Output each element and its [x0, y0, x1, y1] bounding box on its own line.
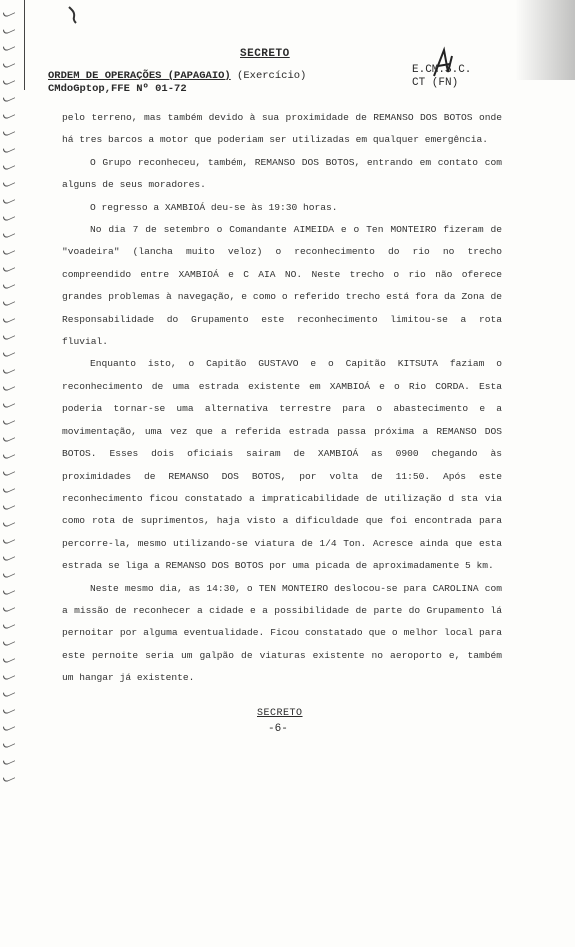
- body-text: [62, 107, 502, 690]
- binding-hole: [3, 585, 15, 597]
- paragraph: Neste mesmo dia, as 14:30, o TEN MONTEIRO deslocou-se para CAROLINA com a missão de reconhecer a cidade e a possibilidade de parte do Grupamento lá pernoitar por alguma eventualidade. Ficou constatado que o melhor local para este pernoite seria um galpão de viaturas existente no aeroporto e, também um hangar já existente.: [62, 582, 502, 684]
- binding-hole: [3, 738, 15, 750]
- binding-hole: [3, 194, 15, 206]
- page-number: -6-: [268, 723, 288, 735]
- binding-hole: [3, 432, 15, 444]
- binding-hole: [3, 177, 15, 189]
- binding-hole: [3, 415, 15, 427]
- binding-hole: [3, 602, 15, 614]
- paragraph: No dia 7 de setembro o Comandante AIMEIDA e o Ten MONTEIRO fizeram de "voadeira" (lancha muito veloz) o reconhecimento do rio no trecho compreendido entre XAMBIOÁ e C AIA NO. Neste trecho o rio não oferece grandes problemas à navegação, e como o referido trecho está fora da Zona de Responsabilidade do Grupamento este reconhecimento limitou-se a rota fluvial.: [62, 224, 502, 348]
- binding-hole: [3, 500, 15, 512]
- binding-hole: [3, 58, 15, 70]
- binding-hole: [3, 24, 15, 36]
- binding-hole: [3, 619, 15, 631]
- binding-hole: [3, 381, 15, 393]
- classification-top: SECRETO: [240, 48, 290, 60]
- paragraph: O regresso a XAMBIOÁ deu-se às 19:30 horas.: [90, 201, 338, 213]
- order-type: (Exercício): [237, 70, 307, 82]
- margin-line: [24, 0, 25, 90]
- classification-bottom: SECRETO: [257, 708, 303, 719]
- binding-hole: [3, 670, 15, 682]
- order-title-line: [48, 70, 306, 83]
- binding-hole: [3, 7, 15, 19]
- binding-hole: [3, 347, 15, 359]
- unit-line-1: E.CM.S.C.: [412, 64, 472, 76]
- scan-shadow: [515, 0, 575, 80]
- binding-hole: [3, 517, 15, 529]
- paragraph: pelo terreno, mas também devido à sua proximidade de REMANSO DOS BOTOS onde há tres barcos a motor que poderiam ser utilizadas em qualquer emergência.: [62, 112, 502, 146]
- order-title: ORDEM DE OPERAÇÕES (PAPAGAIO): [48, 70, 231, 82]
- binding-hole: [3, 313, 15, 325]
- binding-hole: [3, 466, 15, 478]
- staple-mark-icon: [66, 6, 78, 24]
- binding-hole: [3, 687, 15, 699]
- binding-hole: [3, 41, 15, 53]
- binding-hole: [3, 262, 15, 274]
- binding-hole: [3, 109, 15, 121]
- binding-hole: [3, 364, 15, 376]
- binding-holes: [0, 0, 22, 800]
- binding-hole: [3, 772, 15, 784]
- binding-hole: [3, 755, 15, 767]
- binding-hole: [3, 211, 15, 223]
- binding-hole: [3, 721, 15, 733]
- binding-hole: [3, 143, 15, 155]
- binding-hole: [3, 483, 15, 495]
- binding-hole: [3, 653, 15, 665]
- binding-hole: [3, 279, 15, 291]
- binding-hole: [3, 245, 15, 257]
- paragraph: Enquanto isto, o Capitão GUSTAVO e o Capitão KITSUTA faziam o reconhecimento de uma estrada existente em XAMBIOÁ e o Rio CORDA. Esta poderia tornar-se uma alternativa terrestre para o abastecimento e a movimentação, uma vez que a referida estrada passa próxima a REMANSO DOS BOTOS. Esses dois oficiais sairam de XAMBIOÁ as 0900 chegando às proximidades de REMANSO DOS BOTOS, por volta de 11:50. Após este reconhecimento ficou constatado a impraticabilidade de utilização d sta via como rota de suprimentos, haja visto a dificuldade que foi encontrada para percorre-la, mesmo utilizando-se viatura de 1/4 Ton. Acresce ainda que esta estrada se liga a REMANSO DOS BOTOS por uma picada de aproximadamente 5 km.: [62, 358, 502, 572]
- order-header: [48, 70, 306, 96]
- binding-hole: [3, 228, 15, 240]
- binding-hole: [3, 551, 15, 563]
- order-reference: CMdoGptop,FFE Nº 01-72: [48, 83, 187, 95]
- binding-hole: [3, 126, 15, 138]
- binding-hole: [3, 534, 15, 546]
- binding-hole: [3, 449, 15, 461]
- binding-hole: [3, 160, 15, 172]
- binding-hole: [3, 330, 15, 342]
- binding-hole: [3, 296, 15, 308]
- binding-hole: [3, 75, 15, 87]
- binding-hole: [3, 568, 15, 580]
- binding-hole: [3, 636, 15, 648]
- binding-hole: [3, 92, 15, 104]
- unit-line-2: CT (FN): [412, 77, 459, 89]
- paragraph: O Grupo reconheceu, também, REMANSO DOS BOTOS, entrando em contato com alguns de seus moradores.: [62, 156, 502, 191]
- unit-header: [412, 64, 471, 90]
- binding-hole: [3, 398, 15, 410]
- binding-hole: [3, 704, 15, 716]
